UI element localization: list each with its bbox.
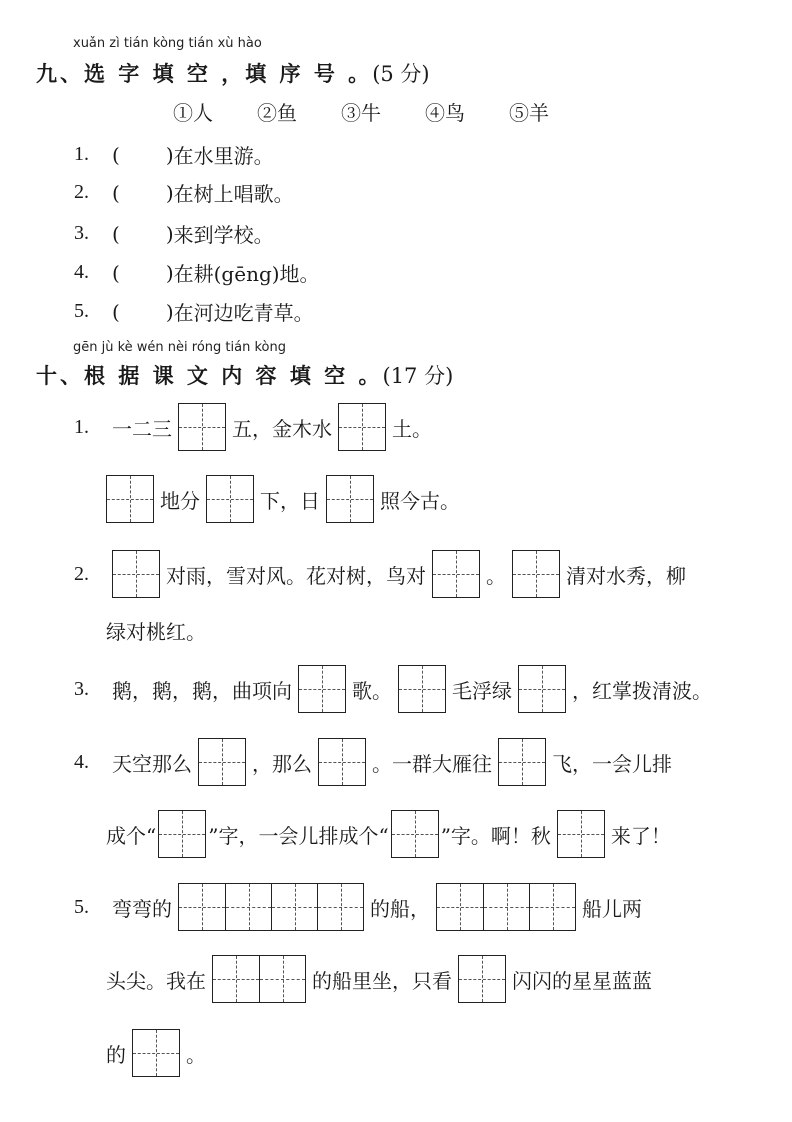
q-text: 五，金木水 — [232, 416, 332, 441]
q-text: 清对水秀，柳 — [566, 563, 686, 588]
q5-line-3 — [106, 1024, 206, 1082]
writing-box[interactable] — [318, 738, 366, 786]
q-text: 的船， — [370, 896, 430, 921]
writing-box-3[interactable] — [436, 883, 576, 931]
item-text: 在树上唱歌。 — [173, 182, 294, 206]
q5-line-2 — [106, 950, 652, 1008]
writing-box[interactable] — [132, 1029, 180, 1077]
q-text: 成个“ — [106, 823, 157, 848]
q-text: 船儿两 — [582, 896, 642, 921]
q-text: 。 — [486, 563, 506, 588]
item-number: 2. — [74, 181, 89, 203]
item-text: 来到学校。 — [173, 223, 274, 247]
writing-box[interactable] — [391, 810, 439, 858]
writing-box[interactable] — [498, 738, 546, 786]
section10-score: (17 分) — [382, 364, 454, 388]
q1-line-2 — [106, 470, 460, 528]
q-text: 的 — [106, 1042, 126, 1067]
q4-line-2 — [106, 805, 671, 863]
q2-line-2 — [106, 616, 206, 645]
section10-title: 十、根 据 课 文 内 容 填 空 。 — [36, 364, 383, 388]
writing-box[interactable] — [458, 955, 506, 1003]
q-number: 4. — [74, 750, 89, 773]
section9-item-1 — [74, 140, 274, 169]
q3-line — [74, 660, 712, 718]
item-text: 在河边吃青草。 — [173, 301, 314, 325]
q-number: 3. — [74, 677, 89, 700]
q-text: 下，日 — [260, 488, 320, 513]
q-text: 来了！ — [610, 823, 671, 848]
section9-item-5 — [74, 297, 314, 326]
item-number: 1. — [74, 143, 89, 165]
q-text: 飞，一会儿排 — [552, 751, 672, 776]
paren-close: ) — [165, 260, 174, 285]
q-text: 。 — [186, 1042, 206, 1067]
item-number: 4. — [74, 261, 89, 283]
q-text: 一二三 — [112, 416, 172, 441]
q-text: 弯弯的 — [112, 896, 172, 921]
writing-box[interactable] — [106, 475, 154, 523]
writing-box[interactable] — [178, 403, 226, 451]
section9-title: 九、选 字 填 空 ，填 序 号 。 — [36, 62, 373, 86]
item-number: 3. — [74, 222, 89, 244]
section9-item-2 — [74, 178, 294, 207]
section9-heading — [36, 58, 430, 88]
paren-open: ( — [112, 142, 120, 167]
writing-box[interactable] — [432, 550, 480, 598]
section9-item-4 — [74, 258, 320, 287]
q-text: ，红掌拨清波。 — [572, 678, 712, 703]
writing-box[interactable] — [206, 475, 254, 523]
item-text: 在水里游。 — [173, 144, 274, 168]
q-text: ”字，一会儿排成个“ — [208, 823, 389, 848]
item-number: 5. — [74, 300, 89, 322]
option-1: ①人 — [173, 101, 213, 125]
q-text: 地分 — [160, 488, 200, 513]
section9-score: (5 分) — [372, 62, 430, 86]
section9-item-3 — [74, 219, 274, 248]
q-text: 的船里坐，只看 — [312, 968, 452, 993]
option-3: ③牛 — [341, 101, 381, 125]
writing-box-2[interactable] — [212, 955, 306, 1003]
paren-close: ) — [165, 221, 174, 246]
section10-heading — [36, 360, 453, 390]
item-text: 在耕(gēng)地。 — [173, 262, 320, 286]
q-text: 闪闪的星星蓝蓝 — [512, 968, 652, 993]
q-number: 5. — [74, 895, 89, 918]
writing-box[interactable] — [298, 665, 346, 713]
option-5: ⑤羊 — [509, 101, 549, 125]
writing-box[interactable] — [557, 810, 605, 858]
q-text: 照今古。 — [380, 488, 460, 513]
q-text: 对雨，雪对风。花对树，鸟对 — [166, 563, 426, 588]
q-text: ”字。啊！秋 — [440, 823, 551, 848]
writing-box[interactable] — [112, 550, 160, 598]
paren-open: ( — [112, 260, 120, 285]
q-text: 头尖。我在 — [106, 968, 206, 993]
q-text: 毛浮绿 — [452, 678, 512, 703]
section9-options — [173, 97, 593, 126]
writing-box[interactable] — [326, 475, 374, 523]
q-number: 2. — [74, 562, 89, 585]
writing-box-4[interactable] — [178, 883, 364, 931]
writing-box[interactable] — [338, 403, 386, 451]
paren-close: ) — [165, 180, 174, 205]
q-text: ，那么 — [252, 751, 312, 776]
paren-open: ( — [112, 221, 120, 246]
q5-line-1 — [74, 878, 642, 936]
q-text: 歌。 — [352, 678, 392, 703]
section10-pinyin: gēn jù kè wén nèi róng tián kòng — [73, 340, 286, 355]
paren-close: ) — [165, 142, 174, 167]
q-text: 土。 — [392, 416, 432, 441]
q-text: 鹅，鹅，鹅，曲项向 — [112, 678, 292, 703]
option-2: ②鱼 — [257, 101, 297, 125]
q2-line-1 — [74, 545, 686, 603]
q4-line-1 — [74, 733, 672, 791]
writing-box[interactable] — [398, 665, 446, 713]
paren-open: ( — [112, 180, 120, 205]
section9-pinyin: xuǎn zì tián kòng tián xù hào — [73, 36, 262, 51]
q-text: 。一群大雁往 — [372, 751, 492, 776]
writing-box[interactable] — [512, 550, 560, 598]
paren-close: ) — [165, 299, 174, 324]
paren-open: ( — [112, 299, 120, 324]
q1-line-1 — [74, 398, 432, 456]
writing-box[interactable] — [158, 810, 206, 858]
writing-box[interactable] — [198, 738, 246, 786]
q-text: 天空那么 — [112, 751, 192, 776]
writing-box[interactable] — [518, 665, 566, 713]
q-number: 1. — [74, 415, 89, 438]
option-4: ④鸟 — [425, 101, 465, 125]
q-text: 绿对桃红。 — [106, 620, 206, 644]
